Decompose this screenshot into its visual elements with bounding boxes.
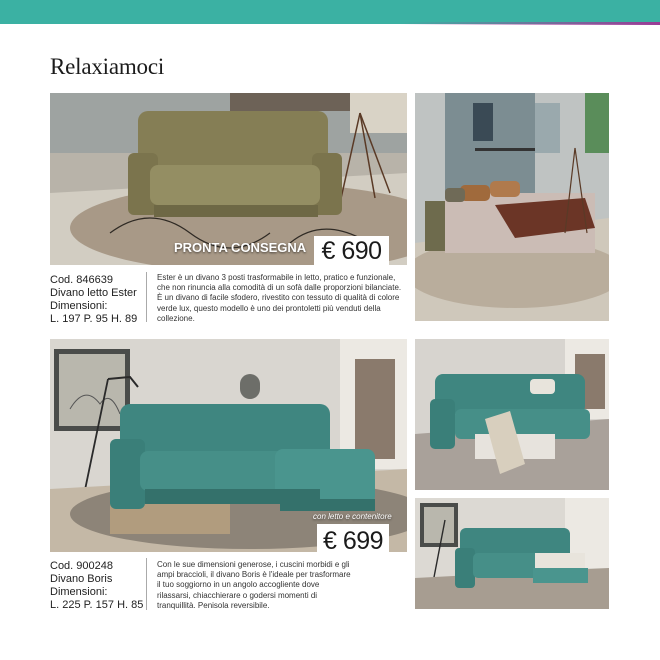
ester-name: Divano letto Ester <box>50 287 137 299</box>
boris-info <box>50 560 143 612</box>
ester-dimensions-label: Dimensioni: <box>50 300 108 312</box>
ester-info <box>50 274 137 326</box>
boris-description: Con le sue dimensioni generose, i cuscini morbidi e gli ampi braccioli, il divano Boris è l'ideale per trasformare il tuo soggiorno in un angolo accogliente dove rilassarsi, chiacchierare o godersi momenti di tranquillità. Penisola reversibile. <box>157 560 351 610</box>
boris-name: Divano Boris <box>50 573 113 585</box>
top-color-bar <box>0 0 660 24</box>
ester-bed-photo <box>415 93 609 321</box>
ready-delivery-badge: PRONTA CONSEGNA <box>174 240 307 255</box>
boris-dimensions: L. 225 P. 157 H. 85 <box>50 599 144 611</box>
ester-price: € 690 <box>314 236 389 266</box>
boris-storage-photo <box>415 498 609 609</box>
ester-divider <box>146 272 147 322</box>
boris-dimensions-label: Dimensioni: <box>50 586 108 598</box>
boris-bed-photo <box>415 339 609 490</box>
boris-code: Cod. 900248 <box>50 560 113 572</box>
bed-container-badge: con letto e contenitore <box>313 512 392 521</box>
top-accent-line <box>400 22 660 25</box>
ester-code: Cod. 846639 <box>50 274 113 286</box>
ester-dimensions: L. 197 P. 95 H. 89 <box>50 313 138 325</box>
brand-title: Relaxiamoci <box>50 54 165 79</box>
boris-price: € 699 <box>317 524 389 558</box>
boris-divider <box>146 558 147 610</box>
ester-description: Ester è un divano 3 posti trasformabile in letto, pratico e funzionale, che non rinuncia alla comodità di un sofà dalle proporzioni bilanciate. È un divano di facile sfodero, rivestito con tessuto di qualità di colore verde lux, questo modello è uno dei prontoletti più venduti della collezione. <box>157 273 402 323</box>
